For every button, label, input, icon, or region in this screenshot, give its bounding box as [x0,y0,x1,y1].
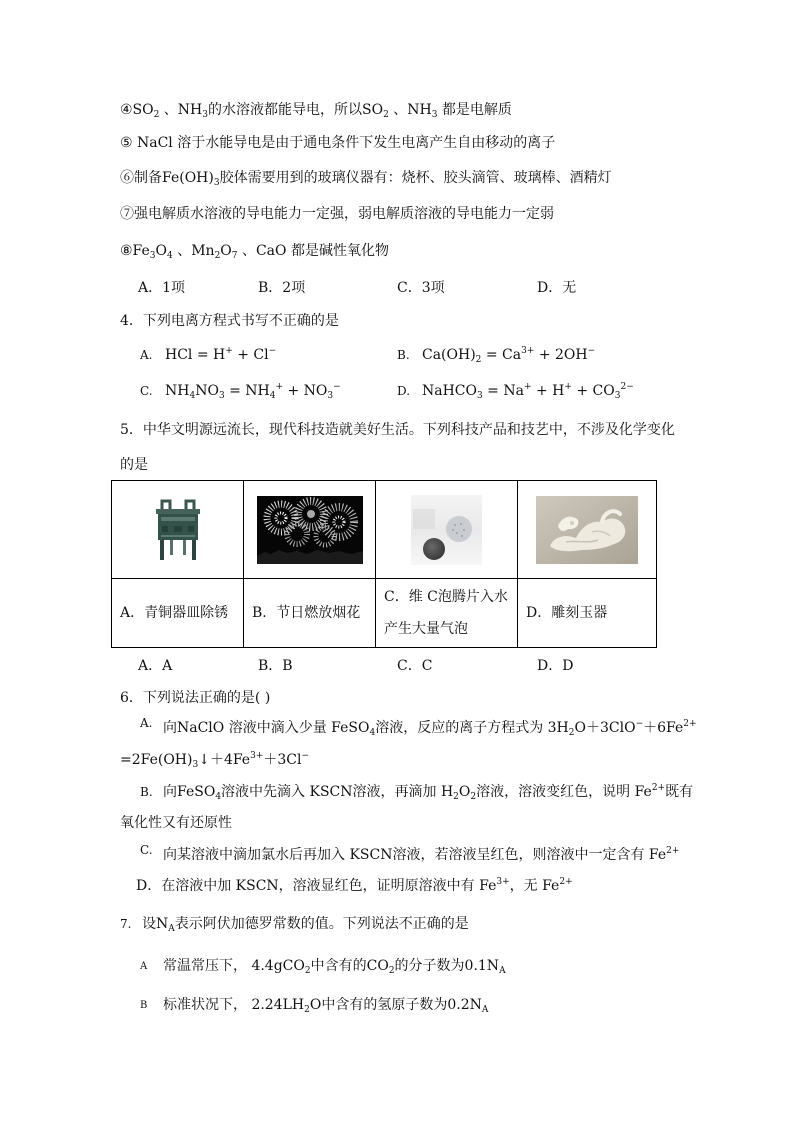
q5-option-a: A．A [138,658,173,674]
subscript: 7 [231,251,238,261]
q5-image-cell-d [518,481,657,579]
superscript: 2+ [683,719,697,729]
subscript: 4 [167,251,173,261]
subscript: 2 [153,110,160,120]
subscript: 3 [327,391,334,401]
q3-option-b: B．2项 [258,280,306,296]
q5-stem-line1: 5．中华文明源远流长，现代科技造就美好生活。下列科技产品和技艺中，不涉及化学变化 [120,422,675,438]
subscript: 3 [149,251,156,261]
superscript: 2+ [651,783,666,793]
q4-option-c-equation: $NH_4NO_3 = NH_4^+ + NO_3^-$ [165,382,341,401]
subscript: 2 [383,110,389,120]
superscript: 2− [620,382,634,392]
q6-option-a-line1: 向NaClO 溶液中滴入少量 FeSO$_4$溶液，反应的离子方程式为 $3H_2O+3ClO^-+6Fe^{2+}$ [163,719,697,738]
q5-label-row [112,579,657,648]
q5-cell-d-label: D．雕刻玉器 [518,579,657,648]
statement-7: ⑦强电解质水溶液的导电能力一定强，弱电解质溶液的导电能力一定弱 [120,206,554,222]
q4-option-b-equation: $Ca(OH)_2 = Ca^{3+} + 2OH^-$ [422,346,596,365]
subscript: 4 [369,728,376,738]
subscript: 3 [202,110,209,120]
statement-8: $⑧Fe_3O_4$ 、$Mn_2O_7$ 、CaO 都是碱性氧化物 [120,243,389,261]
q6-option-b-label: B. [140,785,153,799]
subscript: A [168,924,175,934]
q5-option-d: D．D [537,658,574,674]
superscript: − [301,751,310,761]
q5-option-c: C．C [397,658,433,674]
fireworks-icon [257,496,363,564]
subscript: A [499,966,506,976]
q6-stem: 6．下列说法正确的是( ) [120,690,271,706]
q5-cell-c-label: C．维 C泡腾片入水产生大量气泡 [376,579,518,648]
superscript: + [275,382,284,392]
q5-image-row [112,481,657,579]
subscript: 3 [477,391,483,401]
q5-image-cell-a [112,481,244,579]
superscript: 2+ [666,846,680,856]
q6-option-a-line2: $=2Fe(OH)_3↓+4Fe^{3+}+3Cl^-$ [120,751,310,770]
subscript: 2 [475,355,482,365]
subscript: 3 [192,760,199,770]
q3-option-d: D．无 [537,280,577,296]
q7-option-a-text: 常温常压下， 4.4gCO$_2$中含有的$CO_2$的分子数为$0.1N_A$ [163,958,506,976]
superscript: 3+ [250,751,264,761]
subscript: 2 [304,1005,310,1015]
subscript: 4 [215,792,222,802]
subscript: 2 [214,251,221,261]
subscript: 3 [431,110,438,120]
subscript: 4 [269,391,276,401]
subscript: 2 [453,792,459,802]
jade-carving-icon [536,496,638,564]
subscript: A [481,1005,489,1015]
superscript: − [333,382,341,392]
q7-option-b-label: B [140,1000,148,1011]
subscript: 4 [189,391,196,401]
q6-option-a-label: A. [140,716,153,730]
q7-option-b-text: 标准状况下， $2.24LH_2O$中含有的氢原子数为$0.2N_A$ [163,997,489,1015]
q7-option-a-label: A [140,961,148,972]
statement-4: $④SO_2$ 、$NH_3$的水溶液都能导电，所以$SO_2$ 、$NH_3$ 都是电解质 [120,102,512,120]
superscript: + [564,382,572,392]
effervescent-tablet-icon [411,495,482,565]
superscript: − [268,346,277,356]
q3-option-c: C．3项 [397,280,445,296]
superscript: 3+ [521,346,535,356]
q5-option-b: B．B [258,658,293,674]
superscript: 2+ [559,877,573,887]
subscript: 2 [388,966,395,976]
q4-option-b-label: B. [397,348,410,362]
superscript: − [587,346,596,356]
subscript: 3 [218,391,225,401]
q4-option-a-equation: HCl = H+ + Cl− [165,346,277,363]
q5-table [111,480,657,648]
q7-stem: 设$N_A$表示阿伏加德罗常数的值。下列说法不正确的是 [142,916,469,934]
q6-option-b-line2: 氧化性又有还原性 [120,815,232,831]
q6-option-c-line1: 向某溶液中滴加氯水后再加入 KSCN溶液，若溶液呈红色，则溶液中一定含有 $Fe^{2+}$ [163,846,680,863]
q5-cell-b-label: B．节日燃放烟花 [244,579,376,648]
q4-option-c-label: C. [140,384,153,398]
q5-image-cell-b [244,481,376,579]
q4-option-d-label: D. [397,384,411,398]
q6-option-d-line1: D．在溶液中加 KSCN，溶液显红色，证明原溶液中有 $Fe^{3+}$，无 $Fe^{2+}$ [136,877,573,894]
superscript: 3+ [496,877,510,887]
q4-option-a-label: A. [140,348,153,362]
q5-image-cell-c [376,481,518,579]
superscript: − [635,719,644,729]
subscript: 2 [568,728,575,738]
q3-option-a: A．1项 [138,280,186,296]
q5-stem-line2: 的是 [120,457,148,473]
subscript: 2 [470,792,477,802]
q5-cell-a-label: A．青铜器皿除锈 [112,579,244,648]
statement-6: ⑥制备$Fe(OH)_3$胶体需要用到的玻璃仪器有：烧杯、胶头滴管、玻璃棒、酒精灯 [120,170,612,188]
q4-stem: 4．下列电离方程式书写不正确的是 [120,313,339,329]
superscript: + [523,382,532,392]
subscript: 2 [304,966,311,976]
q6-option-b-line1: 向FeSO$_4$溶液中先滴入 KSCN溶液，再滴加 $H_2O_2$溶液，溶液变红色，说明 $Fe^{2+}$既有 [163,783,694,802]
statement-5: ⑤ NaCl 溶于水能导电是由于通电条件下发生电离产生自由移动的离子 [120,135,556,151]
q7-number: 7. [120,917,132,931]
subscript: 3 [614,391,621,401]
superscript: + [225,346,233,356]
subscript: 3 [213,178,220,188]
q6-option-c-label: C. [140,843,153,857]
q4-option-d-equation: NaHCO$_3$ = $Na^+ + H^+ + CO_3^{2-}$ [422,382,634,401]
bronze-ding-icon [152,499,204,561]
